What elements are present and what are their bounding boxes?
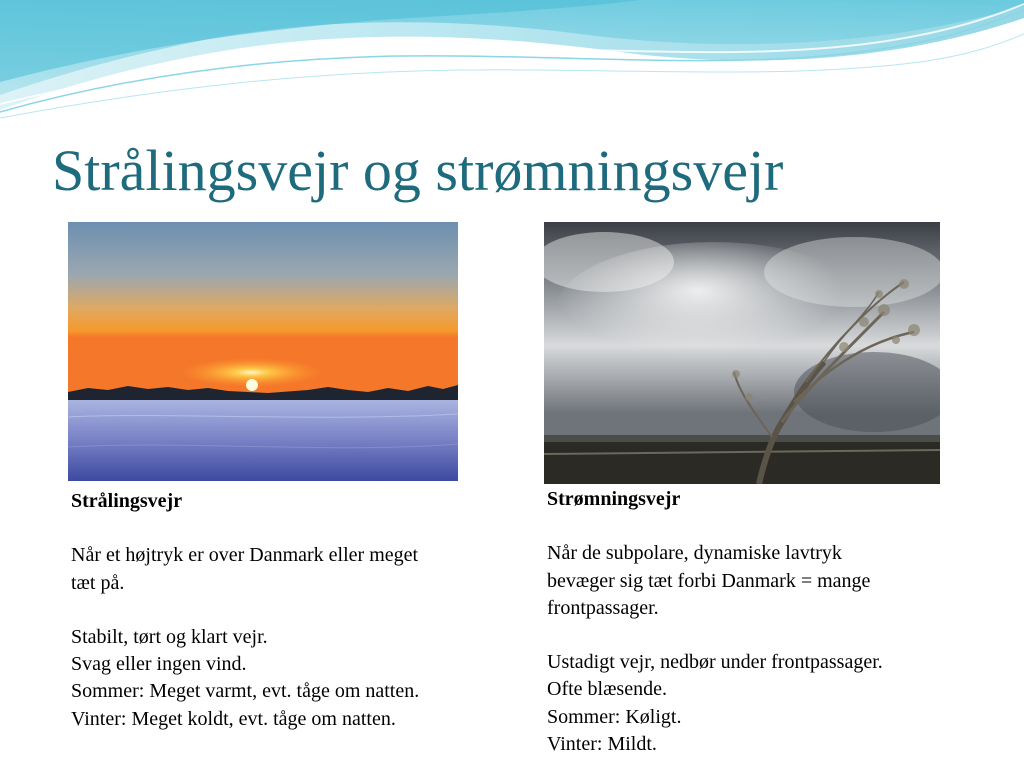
radiation-weather-text	[71, 488, 521, 733]
radiation-weather-heading: Strålingsvejr	[71, 490, 183, 512]
text-line: Vinter: Meget koldt, evt. tåge om natten.	[71, 707, 396, 730]
text-line: frontpassager.	[547, 596, 659, 619]
text-line: Ustadigt vejr, nedbør under frontpassager.	[547, 651, 883, 674]
slide-title: Strålingsvejr og strømningsvejr	[52, 138, 784, 203]
text-line: Når de subpolare, dynamiske lavtryk	[547, 542, 842, 565]
sunset-snow-field-image	[68, 222, 458, 481]
paragraph-gap	[547, 622, 1007, 649]
flow-weather-heading: Strømningsvejr	[547, 488, 681, 510]
text-line: Stabilt, tørt og klart vejr.	[71, 625, 268, 648]
paragraph-gap	[547, 513, 1007, 540]
wind-bent-tree-image	[544, 222, 940, 484]
paragraph-gap	[71, 515, 521, 542]
header-wave-decoration	[0, 0, 1024, 125]
flow-weather-text	[547, 486, 1007, 758]
paragraph-gap	[71, 597, 521, 624]
text-line: Når et højtryk er over Danmark eller meget	[71, 544, 419, 567]
text-line: Sommer: Meget varmt, evt. tåge om natten.	[71, 680, 420, 703]
text-line: bevæger sig tæt forbi Danmark = mange	[547, 569, 871, 592]
text-line: Ofte blæsende.	[547, 678, 667, 701]
text-line: tæt på.	[71, 571, 125, 594]
text-line: Svag eller ingen vind.	[71, 653, 247, 676]
text-line: Vinter: Mildt.	[547, 732, 657, 755]
text-line: Sommer: Køligt.	[547, 705, 682, 728]
